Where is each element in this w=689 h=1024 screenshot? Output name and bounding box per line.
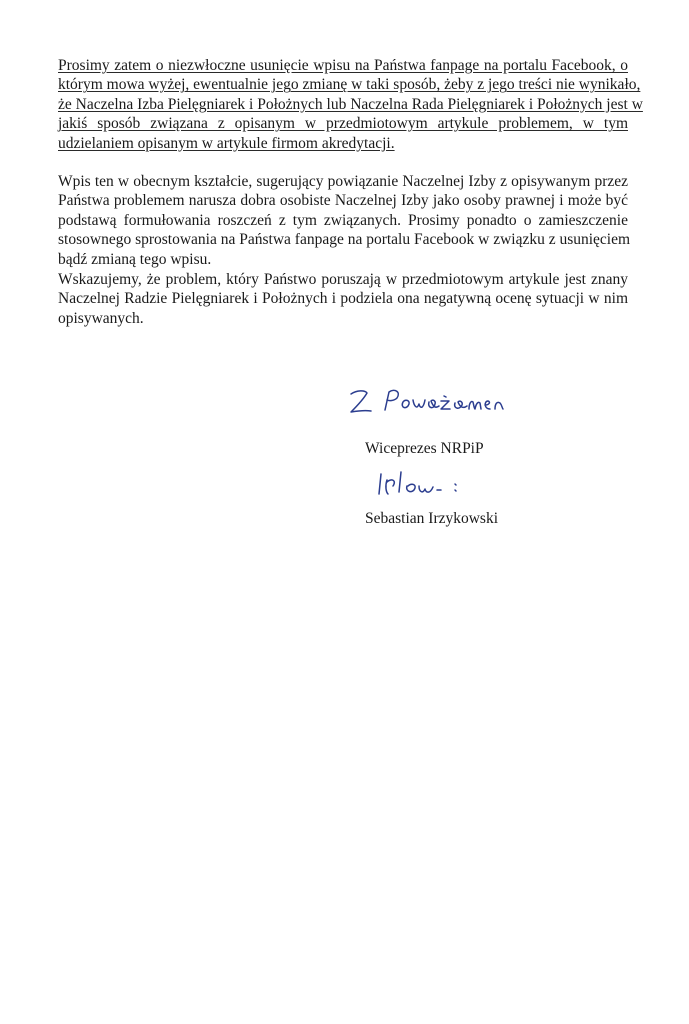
paragraph-line: Naczelnej Radzie Pielęgniarek i Położnych i podziela ona negatywną ocenę sytuacji w nim xyxy=(58,290,628,308)
paragraph-line: Wskazujemy, że problem, który Państwo poruszają w przedmiotowym artykule jest znany xyxy=(58,271,628,288)
signer-title: Wiceprezes NRPiP xyxy=(365,440,484,457)
handwritten-signature xyxy=(375,462,485,500)
paragraph-line: że Naczelna Izba Pielęgniarek i Położnych lub Naczelna Rada Pielęgniarek i Położnych jest w xyxy=(58,95,643,113)
paragraph-problem-known xyxy=(58,270,628,328)
signer-name: Sebastian Irzykowski xyxy=(365,510,499,527)
paragraph-line: Wpis ten w obecnym kształcie, sugerujący powiązanie Naczelnej Izby z opisywanym przez xyxy=(58,173,628,190)
paragraph-line: którym mowa wyżej, ewentualnie jego zmianę w taki sposób, żeby z jego treści nie wynikało, xyxy=(58,76,641,94)
paragraph-line: bądź zmianą tego wpisu. xyxy=(58,250,212,268)
paragraph-line: jakiś sposób związana z opisanym w przedmiotowym artykule problemem, w tym xyxy=(58,115,628,133)
paragraph-line: opisywanych. xyxy=(58,309,144,327)
paragraph-line: Prosimy zatem o niezwłoczne usunięcie wpisu na Państwa fanpage na portalu Facebook, o xyxy=(58,57,628,74)
paragraph-line: udzielaniem opisanym w artykule firmom akredytacji. xyxy=(58,134,395,152)
paragraph-request-removal xyxy=(58,56,643,153)
paragraph-line: stosownego sprostowania na Państwa fanpage na portalu Facebook w związku z usunięciem xyxy=(58,231,631,249)
handwritten-closing xyxy=(345,380,515,422)
paragraph-line: Państwa problemem narusza dobra osobiste Naczelnej Izby jako osoby prawnej i może być xyxy=(58,192,628,210)
paragraph-line: podstawą formułowania roszczeń z tym związanych. Prosimy ponadto o zamieszczenie xyxy=(58,211,628,229)
paragraph-personal-rights xyxy=(58,172,631,269)
